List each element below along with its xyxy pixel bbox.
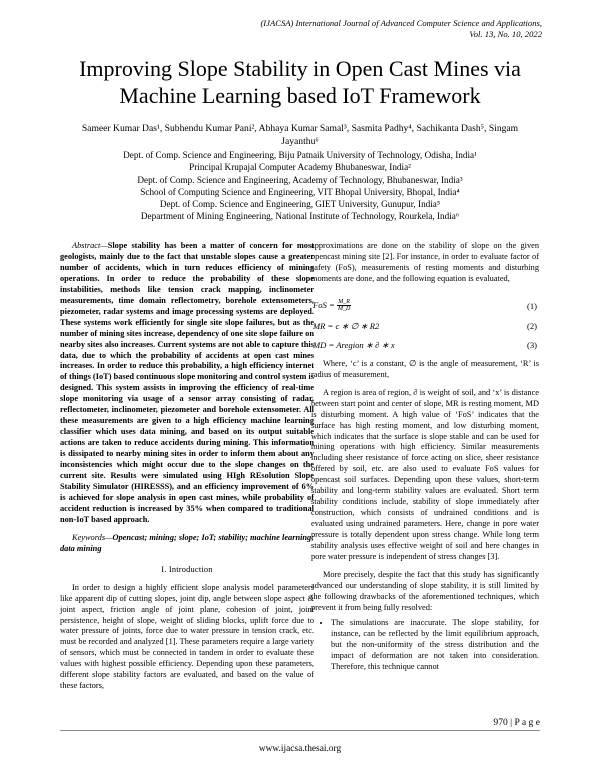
eq3-number: (3): [526, 339, 537, 350]
footer-divider: [60, 730, 540, 731]
keywords-text: Opencast; mining; slope; IoT; stability; machine learning; data mining: [60, 532, 314, 553]
affiliation: Principal Krupajal Computer Academy Bhubaneswar, India²: [189, 162, 411, 173]
region-paragraph: A region is area of region, ∂ is weight of soil, and ‘x’ is distance between start point and center of slope, MR is resting moment, MD is disturbing moment. A high value of ‘FoS’ indicates that the surface has high resting moment, and low disturbing moment, which indicates that the surface is slope stable and can be used for mining operations with high efficiency. Similar measurements including sheer resistance of force acting on slice, sheer resistance offered by soil, etc. are also used to evaluate FoS values for opencast soil surfaces. Depending upon these values, short-term stability and long-term stability values are evaluated. Short term stability conditions include, stability of slope immediately after construction, which consists of undrained conditions and is evaluated using undrained parameters. Here, change in pore water pressure is totally dependent upon stress change. While long term stability analysis uses effective weight of soil and here changes in pore water pressure is independent of stress changes [3].: [311, 387, 539, 562]
equation-1: [311, 295, 539, 315]
eq2-number: (2): [526, 320, 537, 331]
intro-paragraph: In order to design a highly efficient slope analysis model parameters like apparent dip of cutting slopes, joint dip, angle between slope aspect & joint aspect, friction angle of joint plane, cohesion of joint, joint persistence, height of slope, weight of sliding blocks, uplift force due to water pressure of joints, force due to water pressure in tension crack, etc. must be recorded and analyzed [1]. These parameters require a large variety of sensors, which must be connected in tandem in order to evaluate these values with highest possible efficiency. Depending upon these parameters, different slope stability factors are evaluated, and based on the value of these factors,: [60, 582, 314, 691]
journal-volume: Vol. 13, No. 10, 2022: [469, 29, 542, 39]
journal-header: [212, 18, 542, 40]
affiliations: [40, 149, 560, 223]
drawbacks-paragraph: More precisely, despite the fact that this study has significantly advanced our understanding of slope stability, it is still limited by the following drawbacks of the aforementioned techniques, which prevent it from being fully resolved:: [311, 569, 539, 612]
paper-title: [40, 55, 560, 109]
eq1-fraction: [337, 299, 351, 313]
where-paragraph: Where, ‘c’ is a constant, ∅ is the angle of measurement, ‘R’ is radius of measurement,: [311, 358, 539, 379]
eq1-number: (1): [526, 300, 537, 311]
eq3-formula: MD = Aregion ∗ ∂ ∗ x: [313, 339, 395, 350]
equation-3: [311, 338, 539, 354]
drawbacks-list: [311, 618, 539, 673]
authors-line-1: Sameer Kumar Das¹, Subhendu Kumar Pani², Abhaya Kumar Samal³, Sasmita Padhy⁴, Sachikanta Dash⁵, Singam: [81, 123, 519, 134]
continued-paragraph: approximations are done on the stability of slope on the given opencast mining site [2]. For instance, in order to evaluate factor of safety (FoS), measurements of resting moments and disturbing moments are done, and the following equation is evaluated,: [311, 241, 539, 283]
affiliation: Dept. of Comp. Science and Engineering, GIET University, Gunupur, India⁵: [159, 199, 441, 210]
section-heading-introduction: I. Introduction: [161, 564, 213, 574]
left-column: [60, 241, 314, 692]
keywords: [60, 533, 314, 555]
title-line-1: Improving Slope Stability in Open Cast Mines via: [79, 56, 521, 81]
abstract-text: Slope stability has been a matter of concern for most geologists, mainly due to the fact that unstable slopes cause a greater number of accidents, which in turn reduces efficiency of mining operations. In order to reduce the probability of these slope instabilities, methods like tension crack mapping, inclinometer measurements, time domain reflectometry, borehole extensometers, piezometer, radar systems and image processing systems are deployed. These systems work efficiently for single site slope failures, but as the number of mining sites increase, dependency of one site slope failure on nearby sites also increases. Current systems are not able to capture this data, due to which the probability of accidents at open cast mines increases. In order to reduce this probability, a high efficiency internet of things (IoT) based continuous slope monitoring and control system is designed. This system assists in improving the efficiency of real-time slope monitoring via usage of a sensor array consisting of radar, reflectometer, inclinometer, piezometer and borehole extensometer. All these measurements are given to a high efficiency machine learning classifier which uses data mining, and based on its output suitable actions are taken to reduce accidents during mining. This information is dissipated to nearby mining sites in order to inform them about any inconsistencies which might occur due to the slope changes on the current site. Results were simulated using HIgh REsolution Slope Stability Simulator (HIRESSS), and an efficiency improvement of 6% is achieved for slope analysis in open cast mines, while probability of accident reduction is increased by 35% when compared to traditional non-IoT based approach.: [60, 241, 314, 524]
affiliation: School of Computing Science and Engineering, VIT Bhopal University, Bhopal, India⁴: [140, 186, 460, 197]
eq1-denominator: M_D: [337, 306, 351, 313]
affiliation: Dept. of Comp. Science and Engineering, Biju Patnaik University of Technology, Odisha, India¹: [123, 150, 477, 160]
list-item: • The simulations are inaccurate. The slope stability, for instance, can be reflected by the limit equilibrium approach, but the non-uniformity of the stress distribution and the impact of deformation are not taken into consideration. Therefore, this technique cannot: [331, 618, 539, 673]
affiliation: Dept. of Comp. Science and Engineering, Academy of Technology, Bhubaneswar, India³: [137, 174, 463, 185]
affiliation: Department of Mining Engineering, National Institute of Technology, Rourkela, India⁶: [140, 211, 460, 222]
right-column: [311, 241, 539, 673]
abstract-label: Abstract—: [72, 241, 108, 250]
eq2-formula: MR = c ∗ ∅ ∗ R2: [313, 320, 380, 331]
eq1-lhs: FoS =: [313, 299, 337, 310]
footer-url: www.ijacsa.thesai.org: [258, 744, 342, 754]
keywords-label: Keywords—: [72, 532, 113, 542]
journal-name: (IJACSA) International Journal of Advanced Computer Science and Applications,: [260, 18, 542, 28]
page-number: 970 | P a g e: [493, 717, 540, 728]
abstract: [60, 241, 314, 526]
authors-line-2: Jayanthu⁶: [281, 135, 319, 147]
author-list: [40, 123, 560, 149]
equation-2: [311, 319, 539, 335]
title-line-2: Machine Learning based IoT Framework: [119, 83, 481, 108]
eq1-numerator: M_R: [338, 298, 350, 305]
